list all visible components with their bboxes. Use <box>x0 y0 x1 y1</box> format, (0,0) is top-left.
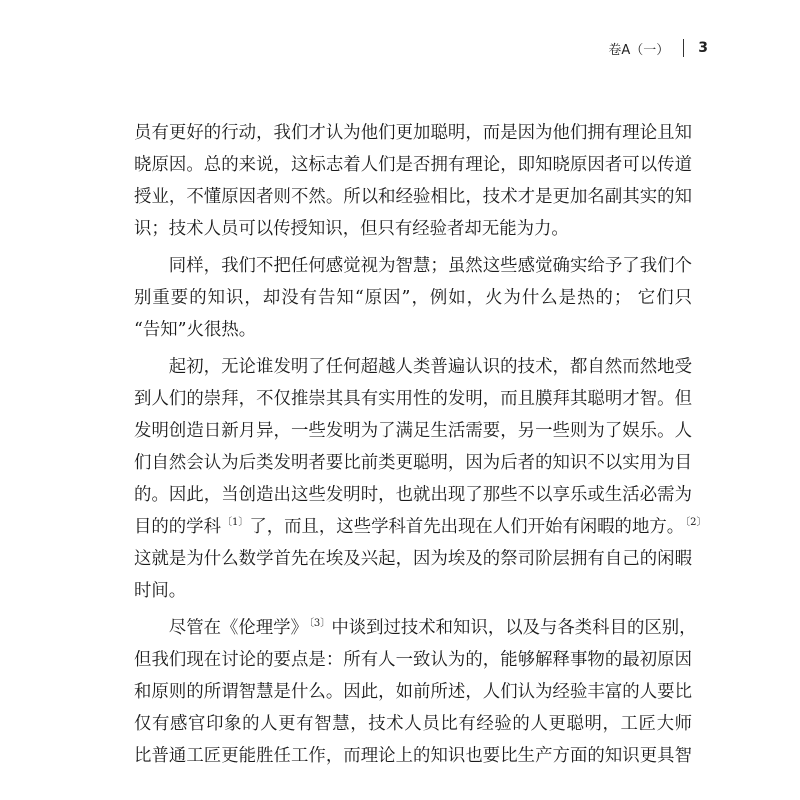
text-line: 的。因此，当创造出这些发明时，也就出现了那些不以享乐或生活必需为 <box>134 485 692 505</box>
text-run: 中谈到过技术和知识，以及与各类科目的区别， <box>331 618 697 638</box>
header-divider <box>683 39 684 57</box>
running-header <box>608 37 708 59</box>
text-line: 比普通工匠更能胜任工作，而理论上的知识也要比生产方面的知识更具智 <box>134 746 692 766</box>
text-line: 仅有感官印象的人更有智慧，技术人员比有经验的人更聪明，工匠大师 <box>134 714 692 734</box>
text-line <box>134 511 707 543</box>
text-line: 这就是为什么数学首先在埃及兴起，因为埃及的祭司阶层拥有自己的闲暇 <box>134 549 692 569</box>
text-line: 时间。 <box>134 581 187 601</box>
text-line: 但我们现在讨论的要点是：所有人一致认为的，能够解释事物的最初原因 <box>134 650 692 670</box>
text-run: 了，而且，这些学科首先出现在人们开始有闲暇的地方。 <box>249 517 685 537</box>
page-number: 3 <box>698 40 708 56</box>
text-line: 别重要的知识，却没有告知“原因”，例如，火为什么是热的； 它们只 <box>134 288 692 308</box>
body-text <box>134 117 707 777</box>
text-line: 授业，不懂原因者则不然。所以和经验相比，技术才是更加名副其实的知 <box>134 187 692 207</box>
text-run: 目的的学科 <box>134 517 221 537</box>
footnote-marker[interactable]: 〔3〕 <box>308 618 331 629</box>
paragraph-3 <box>134 351 707 607</box>
paragraph-4 <box>134 612 697 772</box>
text-line: 员有更好的行动，我们才认为他们更加聪明，而是因为他们拥有理论且知 <box>134 123 692 143</box>
text-line: 们自然会认为后类发明者要比前类更聪明，因为后者的知识不以实用为目 <box>134 453 692 473</box>
paragraph-2 <box>134 250 692 346</box>
text-run: 尽管在《伦理学》 <box>168 618 308 638</box>
text-line: 晓原因。总的来说，这标志着人们是否拥有理论，即知晓原因者可以传道 <box>134 155 692 175</box>
text-line: 到人们的崇拜，不仅推崇其具有实用性的发明，而且膜拜其聪明才智。但 <box>134 389 692 409</box>
paragraph-1 <box>134 117 692 245</box>
text-line: “告知”火很热。 <box>134 320 257 340</box>
text-line <box>134 612 697 644</box>
text-line: 同样，我们不把任何感觉视为智慧；虽然这些感觉确实给予了我们个 <box>168 256 692 276</box>
text-line: 起初，无论谁发明了任何超越人类普遍认识的技术，都自然而然地受 <box>168 357 692 377</box>
text-line: 和原则的所谓智慧是什么。因此，如前所述，人们认为经验丰富的人要比 <box>134 682 692 702</box>
text-line: 发明创造日新月异，一些发明为了满足生活需要，另一些则为了娱乐。人 <box>134 421 692 441</box>
footnote-marker[interactable]: 〔1〕 <box>221 517 249 528</box>
footnote-marker[interactable]: 〔2〕 <box>685 517 707 528</box>
text-line: 识；技术人员可以传授知识，但只有经验者却无能为力。 <box>134 219 569 239</box>
running-title: 卷A（一） <box>608 42 670 58</box>
